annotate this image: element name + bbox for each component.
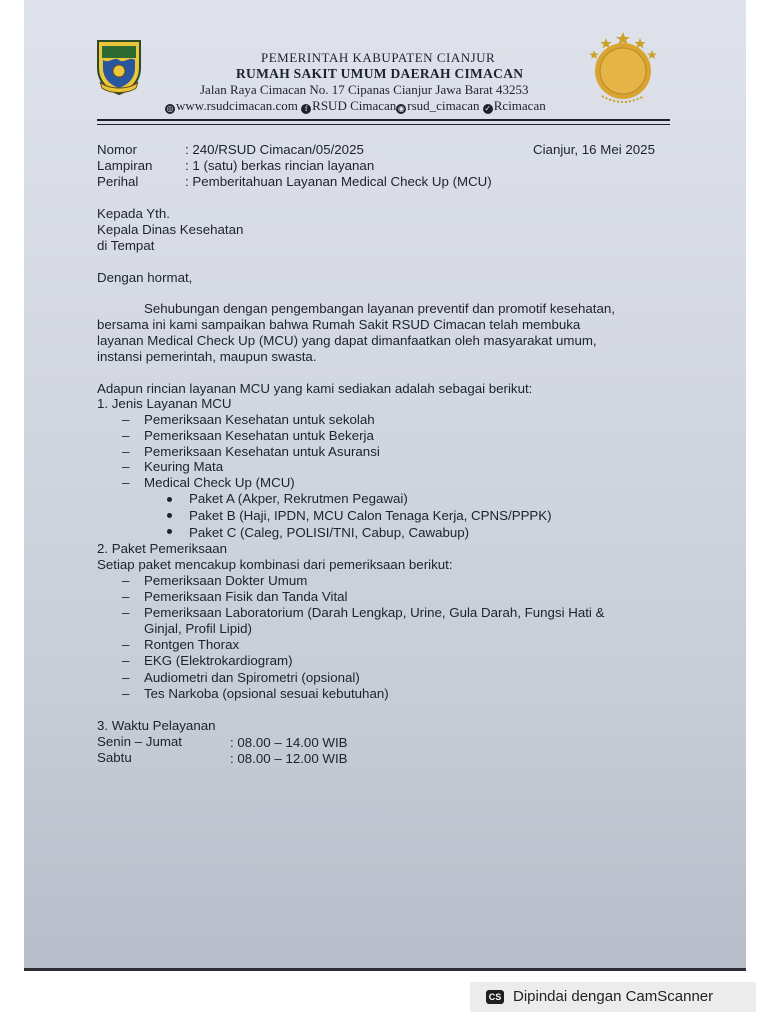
dash-marker: – — [122, 475, 130, 490]
letterhead-hospital-name: RUMAH SAKIT UMUM DAERAH CIMACAN — [236, 66, 524, 81]
list-item: EKG (Elektrokardiogram) — [144, 653, 293, 668]
dash-marker: – — [122, 573, 130, 588]
camscanner-text: Dipindai dengan CamScanner — [513, 988, 714, 1005]
list-item: Pemeriksaan Kesehatan untuk Bekerja — [144, 428, 374, 443]
perihal-value: : Pemberitahuan Layanan Medical Check Up (MCU) — [185, 174, 492, 189]
schedule-time: : 08.00 – 14.00 WIB — [230, 735, 348, 750]
section-2-title: 2. Paket Pemeriksaan — [97, 541, 228, 556]
dash-marker: – — [122, 428, 130, 443]
twitter-link[interactable]: Rcimacan — [493, 98, 546, 113]
bullet-marker — [167, 529, 172, 534]
dash-marker: – — [122, 670, 130, 685]
dash-marker: – — [122, 637, 130, 652]
bullet-marker — [167, 497, 172, 502]
list-item: Pemeriksaan Dokter Umum — [144, 573, 308, 588]
camscanner-logo-icon: CS — [486, 990, 504, 1004]
instagram-icon: ◉ — [397, 104, 405, 113]
schedule-day: Sabtu — [97, 750, 132, 765]
perihal-label: Perihal — [97, 174, 139, 189]
letterhead-government: PEMERINTAH KABUPATEN CIANJUR — [261, 50, 496, 65]
accreditation-medal-logo — [586, 30, 660, 106]
list-item: Pemeriksaan Kesehatan untuk Asuransi — [144, 444, 380, 459]
lampiran-value: : 1 (satu) berkas rincian layanan — [185, 158, 375, 173]
instagram-link[interactable]: rsud_cimacan — [407, 98, 480, 113]
dash-marker: – — [122, 605, 130, 620]
dash-marker: – — [122, 412, 130, 427]
dash-marker: – — [122, 444, 130, 459]
website-link[interactable]: www.rsudcimacan.com — [176, 98, 298, 113]
list-item: Audiometri dan Spirometri (opsional) — [144, 670, 360, 685]
letter-date: Cianjur, 16 Mei 2025 — [533, 142, 655, 157]
letterhead-divider-thin — [97, 124, 670, 125]
letterhead-contacts — [165, 98, 546, 114]
recipient-line-3: di Tempat — [97, 238, 155, 253]
cianjur-emblem-logo — [94, 38, 144, 96]
section-1-title: 1. Jenis Layanan MCU — [97, 396, 232, 411]
camscanner-badge — [470, 982, 756, 1012]
facebook-link[interactable]: RSUD Cimacan — [312, 98, 397, 113]
package-item: Paket B (Haji, IPDN, MCU Calon Tenaga Kerja, CPNS/PPPK) — [189, 508, 552, 523]
section-2-intro: Setiap paket mencakup kombinasi dari pemeriksaan berikut: — [97, 557, 453, 572]
dash-marker: – — [122, 686, 130, 701]
list-item: Pemeriksaan Kesehatan untuk sekolah — [144, 412, 375, 427]
intro-line-3: layanan Medical Check Up (MCU) yang dapat dimanfaatkan oleh masyarakat umum, — [97, 333, 597, 348]
schedule-time: : 08.00 – 12.00 WIB — [230, 751, 348, 766]
list-item: Keuring Mata — [144, 459, 224, 474]
nomor-value: : 240/RSUD Cimacan/05/2025 — [185, 142, 364, 157]
schedule-day: Senin – Jumat — [97, 734, 183, 749]
dash-marker: – — [122, 459, 130, 474]
dash-marker: – — [122, 589, 130, 604]
intro-line-4: instansi pemerintah, maupun swasta. — [97, 349, 317, 364]
dash-marker: – — [122, 653, 130, 668]
bullet-marker — [167, 513, 172, 518]
letterhead-divider-thick — [97, 119, 670, 121]
facebook-icon: f — [301, 104, 311, 114]
list-item: Medical Check Up (MCU) — [144, 475, 295, 490]
details-intro: Adapun rincian layanan MCU yang kami sediakan adalah sebagai berikut: — [97, 381, 533, 396]
salutation: Dengan hormat, — [97, 270, 193, 285]
list-item: Tes Narkoba (opsional sesuai kebutuhan) — [144, 686, 389, 701]
package-item: Paket C (Caleg, POLISI/TNI, Cabup, Cawabup) — [189, 525, 470, 540]
nomor-label: Nomor — [97, 142, 137, 157]
letterhead-address: Jalan Raya Cimacan No. 17 Cipanas Cianjur Jawa Barat 43253 — [200, 82, 529, 97]
list-item: Pemeriksaan Fisik dan Tanda Vital — [144, 589, 348, 604]
section-3-title: 3. Waktu Pelayanan — [97, 718, 216, 733]
intro-line-1: Sehubungan dengan pengembangan layanan preventif dan promotif kesehatan, — [144, 301, 615, 316]
twitter-icon: ✓ — [484, 104, 492, 113]
globe-icon: ◎ — [166, 104, 174, 113]
intro-line-2: bersama ini kami sampaikan bahwa Rumah Sakit RSUD Cimacan telah membuka — [97, 317, 581, 332]
recipient-line-1: Kepada Yth. — [97, 206, 170, 221]
list-item: Rontgen Thorax — [144, 637, 240, 652]
lampiran-label: Lampiran — [97, 158, 153, 173]
recipient-line-2: Kepala Dinas Kesehatan — [97, 222, 244, 237]
list-item-continuation: Ginjal, Profil Lipid) — [144, 621, 252, 636]
list-item: Pemeriksaan Laboratorium (Darah Lengkap, Urine, Gula Darah, Fungsi Hati & — [144, 605, 605, 620]
package-item: Paket A (Akper, Rekrutmen Pegawai) — [189, 491, 408, 506]
